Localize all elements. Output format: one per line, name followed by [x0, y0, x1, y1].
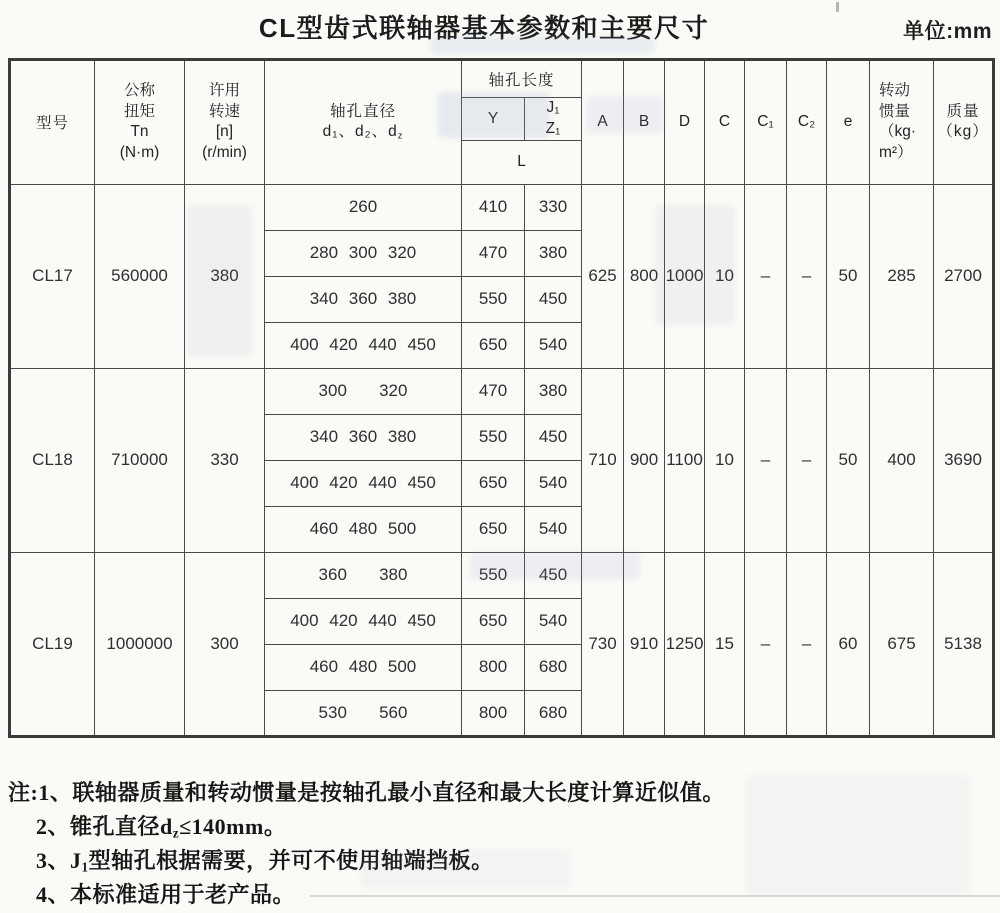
table-row: [10, 368, 994, 414]
header-dim-b: B: [624, 60, 665, 185]
cell-dim-b: 800: [624, 184, 665, 368]
cell-length-y: 650: [462, 322, 525, 368]
cell-model: CL19: [10, 552, 95, 736]
cell-bore-diameters: 460 480 500: [265, 644, 462, 690]
header-torque: 公称 扭矩 Tn (N·m): [95, 60, 185, 185]
cell-length-jz: 540: [525, 460, 582, 506]
header-length-y: Y: [462, 98, 525, 141]
header-length-jz: J₁ Z₁: [525, 98, 582, 141]
cell-dim-c: 15: [705, 552, 745, 736]
header-dim-e: e: [827, 60, 870, 185]
cell-length-y: 650: [462, 598, 525, 644]
cell-length-y: 650: [462, 506, 525, 552]
header-speed: 许用 转速 [n] (r/min): [185, 60, 265, 185]
cell-torque: 560000: [95, 184, 185, 368]
cell-bore-diameters: 460 480 500: [265, 506, 462, 552]
cell-dim-e: 60: [827, 552, 870, 736]
cell-speed: 380: [185, 184, 265, 368]
cell-length-jz: 450: [525, 414, 582, 460]
cell-mass: 5138: [934, 552, 994, 736]
cell-length-y: 550: [462, 552, 525, 598]
parameters-table: [8, 58, 995, 738]
cell-bore-diameters: 260: [265, 184, 462, 230]
note-line-2: 2、锥孔直径$d_z\le 140mm$。: [36, 814, 287, 841]
cell-dim-b: 910: [624, 552, 665, 736]
header-bore-diameter: 轴孔直径 d₁、d₂、$d_z$: [265, 60, 462, 185]
cell-length-y: 410: [462, 184, 525, 230]
cell-length-y: 550: [462, 276, 525, 322]
cell-length-jz: 680: [525, 690, 582, 736]
cell-length-jz: 380: [525, 368, 582, 414]
cell-inertia: 675: [870, 552, 934, 736]
cell-length-jz: 680: [525, 644, 582, 690]
cell-torque: 1000000: [95, 552, 185, 736]
page-title: CL型齿式联轴器基本参数和主要尺寸: [258, 13, 710, 43]
header-model: 型号: [10, 60, 95, 185]
cell-dim-c2: –: [787, 368, 827, 552]
table-row: [10, 184, 994, 230]
cell-length-y: 470: [462, 230, 525, 276]
cell-length-y: 800: [462, 690, 525, 736]
cell-dim-d: 1100: [665, 368, 705, 552]
cell-bore-diameters: 340 360 380: [265, 276, 462, 322]
cell-length-jz: 450: [525, 276, 582, 322]
cell-dim-c: 10: [705, 368, 745, 552]
cell-speed: 300: [185, 552, 265, 736]
cell-model: CL18: [10, 368, 95, 552]
cell-bore-diameters: 360 380: [265, 552, 462, 598]
cell-dim-c2: –: [787, 552, 827, 736]
scan-mark-artifact: [836, 2, 839, 12]
header-dim-c: C: [705, 60, 745, 185]
cell-bore-diameters: 400 420 440 450: [265, 322, 462, 368]
header-bore-length: 轴孔长度: [462, 60, 582, 98]
note-line-4: 4、本标准适用于老产品。: [36, 882, 296, 907]
cell-bore-diameters: 340 360 380: [265, 414, 462, 460]
note-line-3: 3、$J_1$型轴孔根据需要，并可不使用轴端挡板。: [36, 848, 494, 875]
header-dim-d: D: [665, 60, 705, 185]
table-row: [10, 552, 994, 598]
header-dim-a: A: [582, 60, 624, 185]
cell-dim-c1: –: [745, 368, 787, 552]
cell-dim-b: 900: [624, 368, 665, 552]
cell-inertia: 285: [870, 184, 934, 368]
cell-dim-d: 1250: [665, 552, 705, 736]
cell-bore-diameters: 280 300 320: [265, 230, 462, 276]
cell-dim-c1: –: [745, 552, 787, 736]
cell-length-y: 800: [462, 644, 525, 690]
cell-dim-d: 1000: [665, 184, 705, 368]
cell-dim-a: 625: [582, 184, 624, 368]
cell-length-y: 650: [462, 460, 525, 506]
notes: [8, 776, 908, 912]
cell-mass: 2700: [934, 184, 994, 368]
header-inertia: 转动 惯量 （kg· m²）: [870, 60, 934, 185]
cell-dim-a: 710: [582, 368, 624, 552]
cell-bore-diameters: 530 560: [265, 690, 462, 736]
cell-dim-c1: –: [745, 184, 787, 368]
unit-label: 单位:mm: [903, 20, 992, 43]
header-length-l: L: [462, 140, 582, 184]
cell-speed: 330: [185, 368, 265, 552]
cell-dim-e: 50: [827, 368, 870, 552]
note-line-1: 注:1、联轴器质量和转动惯量是按轴孔最小直径和最大长度计算近似值。: [8, 780, 725, 805]
cell-bore-diameters: 400 420 440 450: [265, 598, 462, 644]
cell-length-jz: 540: [525, 322, 582, 368]
header-dim-c2: C₂: [787, 60, 827, 185]
cell-length-jz: 380: [525, 230, 582, 276]
cell-model: CL17: [10, 184, 95, 368]
cell-dim-e: 50: [827, 184, 870, 368]
cell-length-y: 470: [462, 368, 525, 414]
cell-length-jz: 540: [525, 598, 582, 644]
header-dim-c1: C₁: [745, 60, 787, 185]
cell-mass: 3690: [934, 368, 994, 552]
cell-inertia: 400: [870, 368, 934, 552]
cell-torque: 710000: [95, 368, 185, 552]
cell-dim-c2: –: [787, 184, 827, 368]
cell-bore-diameters: 300 320: [265, 368, 462, 414]
cell-length-jz: 330: [525, 184, 582, 230]
cell-length-jz: 540: [525, 506, 582, 552]
cell-length-y: 550: [462, 414, 525, 460]
cell-dim-c: 10: [705, 184, 745, 368]
cell-dim-a: 730: [582, 552, 624, 736]
header-mass: 质量 （kg）: [934, 60, 994, 185]
cell-length-jz: 450: [525, 552, 582, 598]
cell-bore-diameters: 400 420 440 450: [265, 460, 462, 506]
